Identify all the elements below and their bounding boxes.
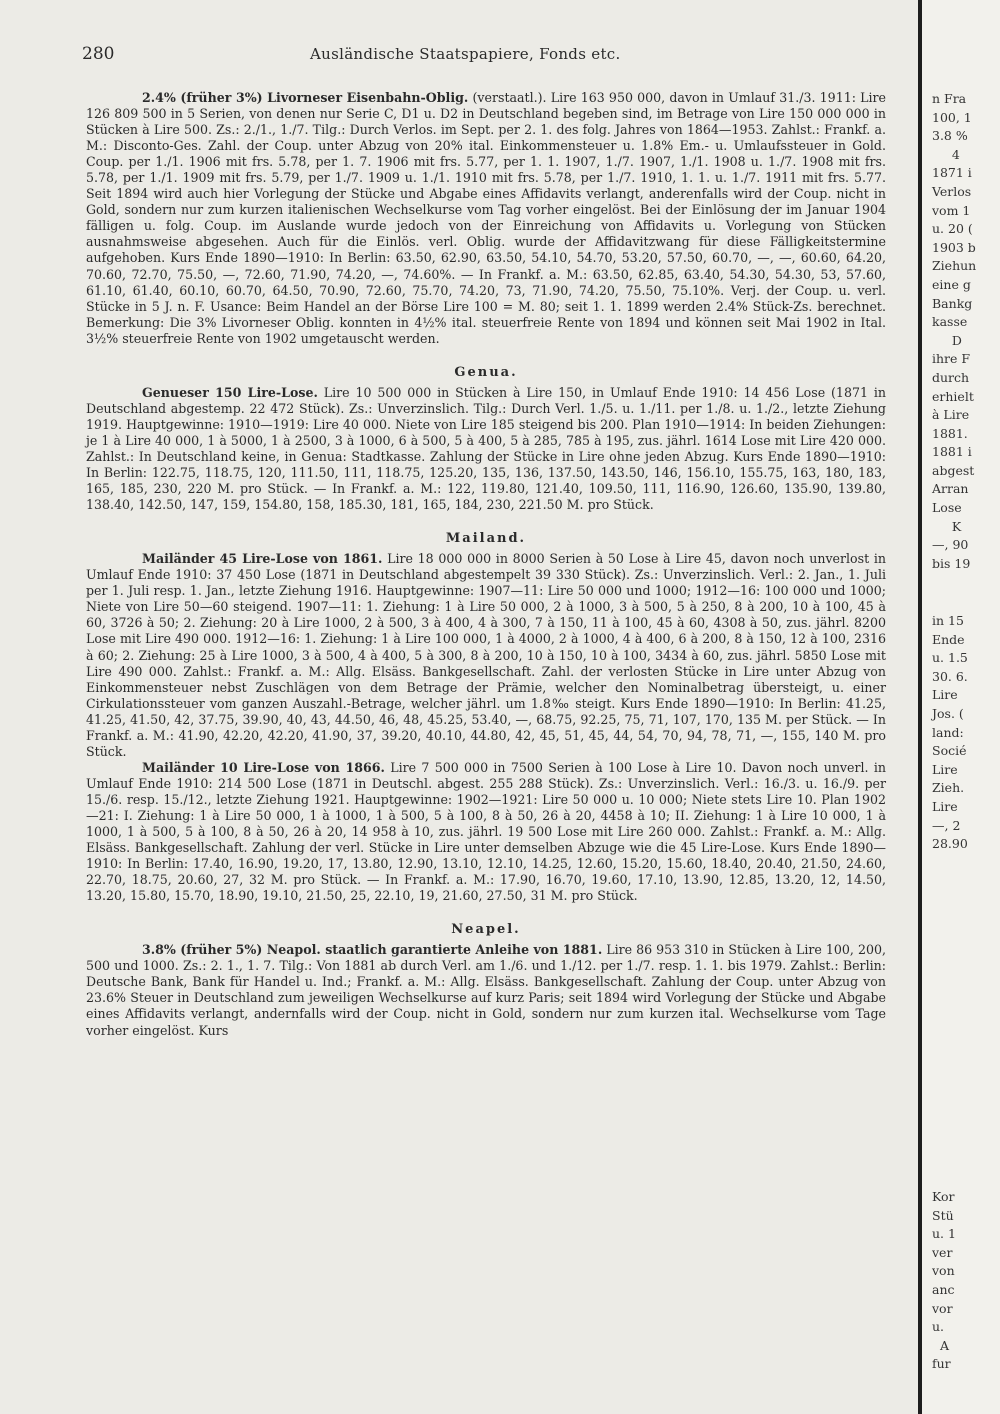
entry-body: Lire 86 953 310 in Stücken à Lire 100, 200, 500 und 1000. Zs.: 2. 1., 1. 7. Tilg.: Von 1881 ab durch Verl. am 1./6. und 1./12. per 1./7. resp. 1. 1. bis 1979. Zahlst.: Berlin: Deutsche Bank, Bank für Handel u. Ind.; Frankf. a. M.: Allg. Elsäss. Bankgesellschaft. Zahlung der Coup. unter Abzug von 23.6% Steuer in Deutschland zum jeweiligen Wechselkurse auf kurz Paris; seit 1894 wird Vorlegung der Stücke und Abgabe eines Affidavits verlangt, andernfalls wird der Coup. nicht in Gold, sondern nur zum kurzen ital. Wechselkurse vom Tage vorher eingelöst. Kurs bbox=[86, 942, 886, 1038]
entry-title: 3.8% (früher 5%) Neapol. staatlich garantierte Anleihe von 1881. bbox=[142, 942, 603, 958]
page-number: 280 bbox=[82, 44, 115, 64]
entry-title: Genueser 150 Lire-Lose. bbox=[142, 384, 318, 400]
entry-livorno bbox=[86, 90, 886, 347]
section-heading-mailand: Mailand. bbox=[445, 531, 527, 547]
adjacent-page-text-lower: Kor Stü u. 1 ver von anc vor u. A fur bbox=[932, 1189, 956, 1372]
entry-mailand-45 bbox=[86, 551, 886, 760]
section-heading-genua: Genua. bbox=[454, 364, 518, 380]
entry-body: (verstaatl.). Lire 163 950 000, davon in Umlauf 31./3. 1911: Lire 126 809 500 in 5 Serien, von denen nur Serie C, D1 u. D2 in Deutschland begeben sind, im Betrage von Lire 150 000 000 in Stücken à Lire 500. Zs.: 2./1., 1./7. Tilg.: Durch Verlos. im Sept. per 2. 1. des folg. Jahres von 1864—1953. Zahlst.: Frankf. a. M.: Disconto-Ges. Zahl. der Coup. unter Abzug von 20% ital. Einkommensteuer u. 1.8% Em.- u. Umlaufssteuer in Gold. Coup. per 1./1. 1906 mit frs. 5.78, per 1. 7. 1906 mit frs. 5.77, per 1. 1. 1907, 1./7. 1907, 1./1. 1908 u. 1./7. 1908 mit frs. 5.78, per 1./1. 1909 mit frs. 5.79, per 1./7. 1909 u. 1./1. 1910 mit frs. 5.78, per 1./7. 1910, 1. 1. u. 1./7. 1911 mit frs. 5.77. Seit 1894 wird auch hier Vorlegung der Stücke und Abgabe eines Affidavits verlangt, anderenfalls wird der Coup. nicht in Gold, sondern nur zum kurzen italienischen Wechselkurse vom Tag vorher eingelöst. Bei der Einlösung der im Januar 1904 fälligen u. folg. Coup. im Auslande wurde jedoch von der Einreichung von Affidavits u. Vorlegung von Stücken ausnahmsweise abgesehen. Auch für die Einlös. verl. Oblig. wurde der Affidavitzwang für diese Fälligkeitstermine aufgehoben. Kurs Ende 1890—1910: In Berlin: 63.50, 62.90, 63.50, 54.10, 54.70, 53.20, 57.50, 60.70, —, —, 60.60, 64.20, 70.60, 72.70, 75.50, —, 72.60, 71.90, 74.20, —, 74.60%. — In Frankf. a. M.: 63.50, 62.85, 63.40, 54.30, 54.30, 53, 57.60, 61.10, 61.40, 60.10, 60.70, 64.50, 70.90, 72.60, 75.70, 74.20, 73, 71.90, 74.20, 75.50, 75.10%. Verj. der Coup. u. verl. Stücke in 5 J. n. F. Usance: Beim Handel an der Börse Lire 100 = M. 80; seit 1. 1. 1899 werden 2.4% Stück-Zs. berechnet. Bemerkung: Die 3% Livorneser Oblig. konnten in 4½% ital. steuerfreie Rente von 1894 und können seit Mai 1902 in Ital. 3½% steuerfreie Rente von 1902 umgetauscht werden. bbox=[86, 90, 886, 346]
entry-body: Lire 10 500 000 in Stücken à Lire 150, in Umlauf Ende 1910: 14 456 Lose (1871 in Deutschland abgestemp. 22 472 Stück). Zs.: Unverzinslich. Tilg.: Durch Verl. 1./5. u. 1./11. per 1./8. u. 1./2., letzte Ziehung 1919. Hauptgewinne: 1910—1919: Lire 40 000. Niete von Lire 185 steigend bis 200. Plan 1910—1914: In beiden Ziehungen: je 1 à Lire 40 000, 1 à 5000, 1 à 2500, 3 à 1000, 6 à 500, 5 à 400, 5 à 285, 785 à 195, zus. jährl. 1614 Lose mit Lire 420 000. Zahlst.: In Deutschland keine, in Genua: Stadtkasse. Zahlung der Stücke in Lire ohne jeden Abzug. Kurs Ende 1890—1910: In Berlin: 122.75, 118.75, 120, 111.50, 111, 118.75, 125.20, 135, 136, 137.50, 143.50, 146, 156.10, 155.75, 163, 180, 183, 165, 185, 230, 220 M. pro Stück. — In Frankf. a. M.: 122, 119.80, 121.40, 109.50, 111, 116.90, 126.60, 135.90, 139.80, 138.40, 142.50, 147, 159, 154.80, 158, 185.30, 181, 165, 184, 230, 221.50 M. pro Stück. bbox=[86, 384, 886, 513]
adjacent-page-text-middle: in 15 Ende u. 1.5 30. 6. Lire Jos. ( land: Socié Lire Zieh. Lire —, 2 28.90 bbox=[932, 613, 968, 852]
entry-title: Mailänder 45 Lire-Lose von 1861. bbox=[142, 551, 383, 567]
entry-body: Lire 7 500 000 in 7500 Serien à 100 Lose à Lire 10. Davon noch unverl. in Umlauf Ende 1910: 214 500 Lose (1871 in Deutschl. abgest. 255 288 Stück). Zs.: Unverzinslich. Verl.: 16./3. u. 16./9. per 15./6. resp. 15./12., letzte Ziehung 1921. Hauptgewinne: 1902—1921: Lire 50 000 u. 10 000; Niete stets Lire 10. Plan 1902—21: I. Ziehung: 1 à Lire 50 000, 1 à 1000, 1 à 500, 5 à 100, 8 à 50, 26 à 20, 4458 à 10; II. Ziehung: 1 à Lire 10 000, 1 à 1000, 1 à 500, 5 à 100, 8 à 50, 26 à 20, 14 958 à 10, zus. jährl. 19 500 Lose mit Lire 260 000. Zahlst.: Frankf. a. M.: Allg. Elsäss. Bankgesellschaft. Zahlung der verl. Stücke in Lire unter demselben Abzuge wie die 45 Lire-Lose. Kurs Ende 1890—1910: In Berlin: 17.40, 16.90, 19.20, 17, 13.80, 12.90, 13.10, 12.10, 14.25, 12.60, 15.20, 15.60, 18.40, 20.40, 21.50, 24.60, 22.70, 18.75, 20.60, 27, 32 M. pro Stück. — In Frankf. a. M.: 17.90, 16.70, 19.60, 17.10, 13.90, 12.85, 13.20, 12, 14.50, 13.20, 15.80, 15.70, 18.90, 19.10, 21.50, 25, 22.10, 19, 21.60, 27.50, 31 M. pro Stück. bbox=[86, 759, 886, 904]
section-heading-neapel: Neapel. bbox=[451, 922, 521, 938]
running-head: Ausländische Staatspapiere, Fonds etc. bbox=[310, 45, 621, 63]
entry-title: Mailänder 10 Lire-Lose von 1866. bbox=[142, 759, 385, 775]
adjacent-page-text-upper: n Fra 100, 1 3.8 % 4 1871 i Verlos vom 1 u. 20 ( 1903 b Ziehun eine g Bankg kasse D ihre F durch erhielt à Lire 1881. 1881 i abgest Arran Lose K —, 90 bis 19 bbox=[932, 91, 977, 571]
entry-title: 2.4% (früher 3%) Livorneser Eisenbahn-Oblig. bbox=[142, 90, 469, 105]
entry-genua bbox=[86, 385, 886, 513]
entry-body: Lire 18 000 000 in 8000 Serien à 50 Lose à Lire 45, davon noch unverlost in Umlauf Ende 1910: 37 450 Lose (1871 in Deutschland abgestempelt 39 330 Stück). Zs.: Unverzinslich. Verl.: 2. Jan., 1. Juli per 1. Juli resp. 1. Jan., letzte Ziehung 1916. Hauptgewinne: 1907—11: Lire 50 000 und 1000; 1912—16: 100 000 und 1000; Niete von Lire 50—60 steigend. 1907—11: 1. Ziehung: 1 à Lire 50 000, 2 à 1000, 3 à 500, 5 à 250, 8 à 200, 10 à 100, 45 à 60, 3726 à 50; 2. Ziehung: 20 à Lire 1000, 2 à 500, 3 à 400, 4 à 300, 7 à 150, 11 à 100, 45 à 60, 4308 à 50, zus. jährl. 8200 Lose mit Lire 490 000. 1912—16: 1. Ziehung: 1 à Lire 100 000, 1 à 4000, 2 à 1000, 4 à 400, 6 à 200, 8 à 150, 12 à 100, 2316 à 60; 2. Ziehung: 25 à Lire 1000, 3 à 500, 4 à 400, 5 à 300, 8 à 200, 10 à 150, 10 à 100, 3434 à 60, zus. jährl. 5850 Lose mit Lire 490 000. Zahlst.: Frankf. a. M.: Allg. Elsäss. Bankgesellschaft. Zahl. der verlosten Stücke in Lire unter Abzug von Einkommensteuer nebst Zuschlägen von dem Betrage der Prämie, welcher den Nominalbetrag übersteigt, u. einer Cirkulationssteuer vom ganzen Auszahl.-Betrage, welcher jährl. um 1.8‰ steigt. Kurs Ende 1890—1910: In Berlin: 41.25, 41.25, 41.50, 42, 37.75, 39.90, 40, 43, 44.50, 46, 48, 45.25, 53.40, —, 68.75, 92.25, 75, 71, 107, 170, 135 M. per Stück. — In Frankf. a. M.: 41.90, 42.20, 42.20, 41.90, 37, 39.20, 40.10, 44.80, 42, 45, 51, 45, 44, 54, 70, 94, 78, 71, —, 155, 140 M. pro Stück. bbox=[86, 551, 886, 759]
entry-neapel bbox=[86, 942, 886, 1038]
page-fold-line bbox=[918, 0, 922, 1414]
page-header bbox=[82, 44, 882, 68]
adjacent-page-edge bbox=[918, 0, 1000, 1414]
page-content bbox=[86, 90, 886, 1039]
entry-mailand-10 bbox=[86, 760, 886, 904]
